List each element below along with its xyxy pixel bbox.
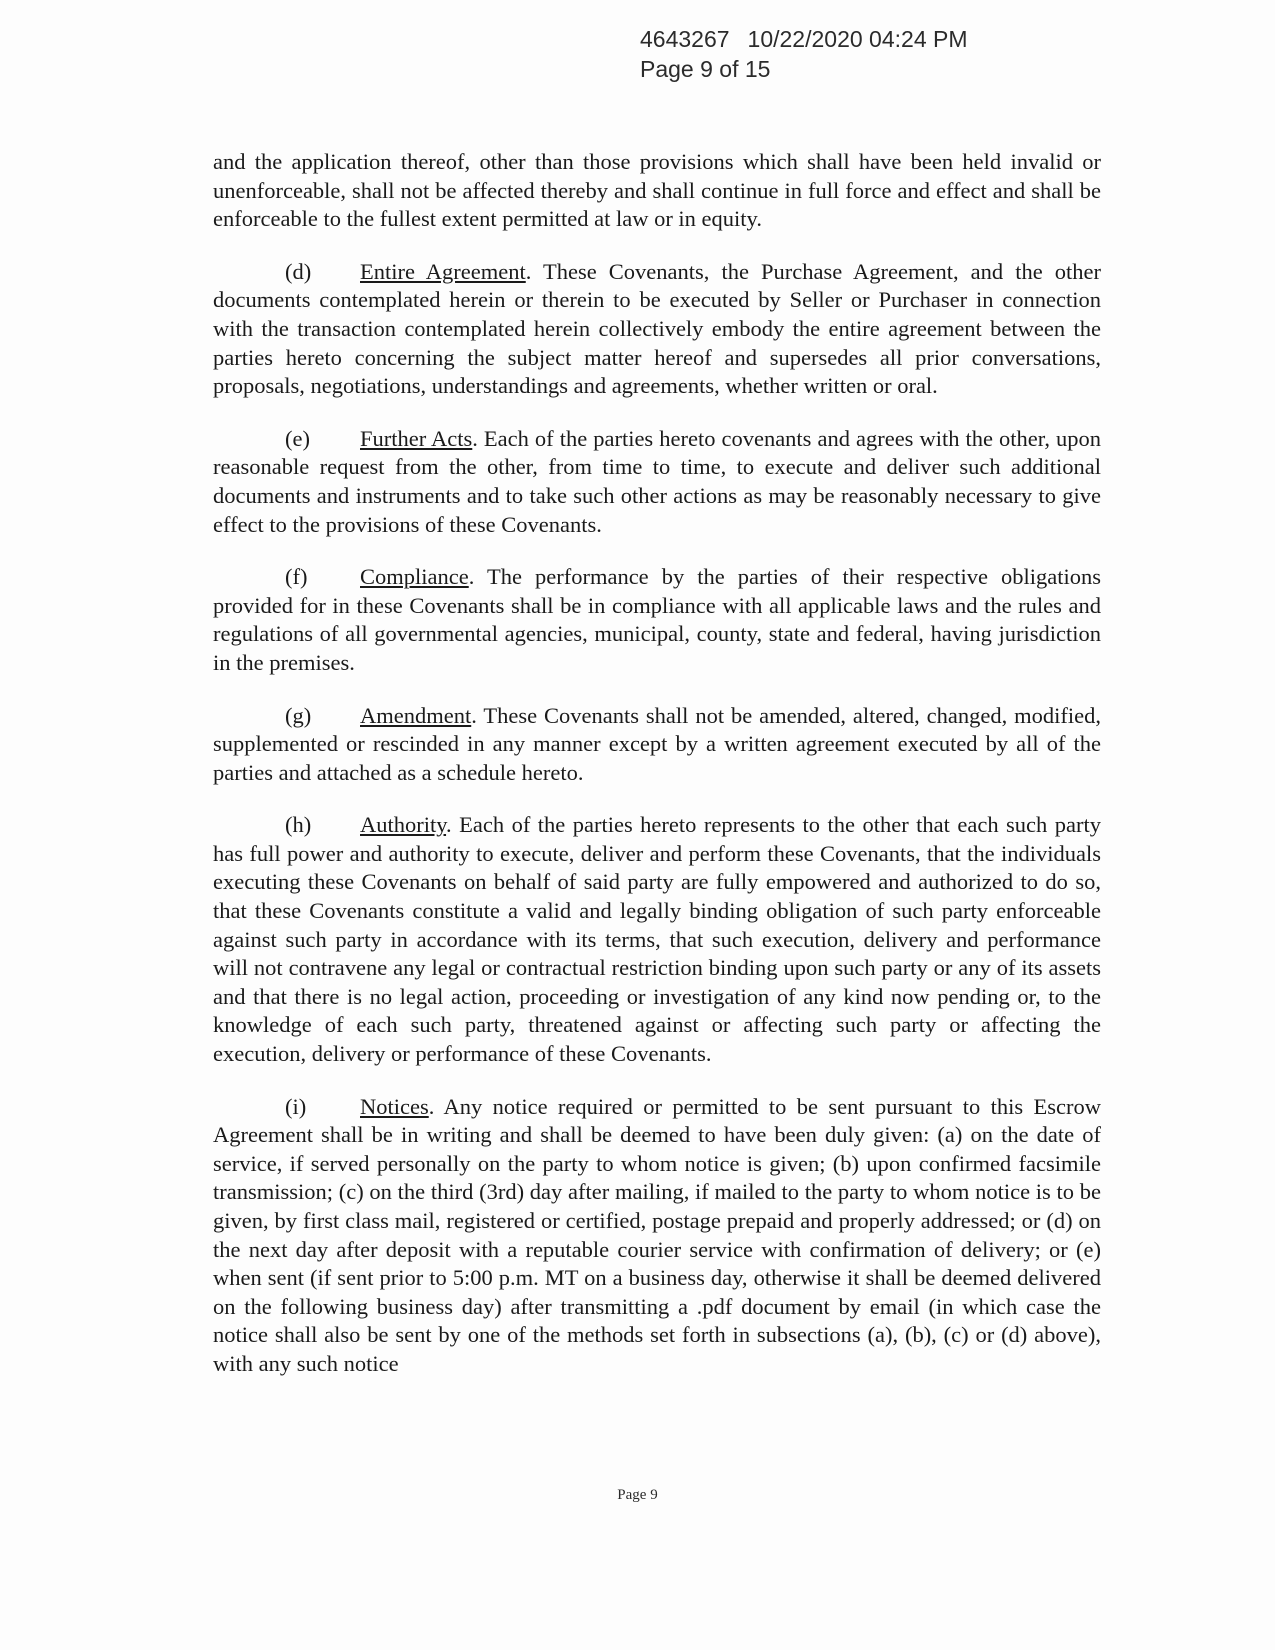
- section-text: . These Covenants shall not be amended, altered, changed, modified, supplemented or rescinded in any manner except by a written agreement executed by all of the parties and attached as a schedule hereto.: [213, 702, 1101, 785]
- section-title: Amendment: [360, 702, 472, 728]
- section-e: [213, 425, 1101, 539]
- section-title: Compliance: [360, 564, 469, 590]
- section-title: Authority: [360, 812, 447, 838]
- section-f: [213, 563, 1101, 677]
- section-label: (g): [285, 702, 312, 728]
- recording-datetime: 10/22/2020 04:24 PM: [747, 26, 968, 52]
- section-text: . Each of the parties hereto covenants and agrees with the other, upon reasonable request from the other, from time to time, to execute and deliver such additional documents and instruments and to take such other actions as may be reasonably necessary to give effect to the provisions of these Covenants.: [213, 425, 1101, 537]
- document-number: 4643267: [640, 26, 730, 52]
- recording-stamp: [640, 24, 968, 84]
- section-label: (h): [285, 812, 312, 838]
- section-title: Notices: [360, 1093, 429, 1119]
- section-label: (e): [285, 425, 310, 451]
- section-text: . Any notice required or permitted to be sent pursuant to this Escrow Agreement shall be in writing and shall be deemed to have been duly given: (a) on the date of service, if served personally on the party to whom notice is given; (b) upon confirmed facsimile transmission; (c) on the third (3rd) day after mailing, if mailed to the party to whom notice is to be given, by first class mail, registered or certified, postage prepaid and properly addressed; or (d) on the next day after deposit with a reputable courier service with confirmation of delivery; or (e) when sent (if sent prior to 5:00 p.m. MT on a business day, otherwise it shall be deemed delivered on the following business day) after transmitting a .pdf document by email (in which case the notice shall also be sent by one of the methods set forth in subsections (a), (b), (c) or (d) above), with any such notice: [213, 1093, 1101, 1376]
- stamp-line-1: [640, 24, 968, 54]
- section-i: [213, 1093, 1101, 1379]
- section-title: Entire Agreement: [360, 258, 526, 284]
- section-text: . These Covenants, the Purchase Agreement, and the other documents contemplated herein or therein to be executed by Seller or Purchaser in connection with the transaction contemplated herein collectively embody the entire agreement between the parties hereto concerning the subject matter hereof and supersedes all prior conversations, proposals, negotiations, understandings and agreements, whether written or oral.: [213, 258, 1101, 399]
- section-d: [213, 258, 1101, 401]
- continuation-paragraph: and the application thereof, other than those provisions which shall have been held invalid or unenforceable, shall not be affected thereby and shall continue in full force and effect and shall be enforceable to the fullest extent permitted at law or in equity.: [213, 149, 1101, 232]
- section-label: (f): [285, 564, 308, 590]
- section-text: . The performance by the parties of their respective obligations provided for in these Covenants shall be in compliance with all applicable laws and the rules and regulations of all governmental agencies, municipal, county, state and federal, having jurisdiction in the premises.: [213, 564, 1101, 675]
- page-footer: Page 9: [617, 1487, 658, 1503]
- section-title: Further Acts: [360, 425, 473, 451]
- section-text: . Each of the parties hereto represents to the other that each such party has full power and authority to execute, deliver and perform these Covenants, that the individuals executing these Covenants on behalf of said party are fully empowered and authorized to do so, that these Covenants constitute a valid and legally binding obligation of such party enforceable against such party in accordance with its terms, that such execution, delivery and performance will not contravene any legal or contractual restriction binding upon such party or any of its assets and that there is no legal action, proceeding or investigation of any kind now pending or, to the knowledge of each such party, threatened against or affecting such party or affecting the execution, delivery or performance of these Covenants.: [213, 812, 1101, 1067]
- document-body: [213, 148, 1101, 1403]
- section-label: (i): [285, 1093, 307, 1119]
- section-h: [213, 811, 1101, 1068]
- section-label: (d): [285, 258, 312, 284]
- section-g: [213, 702, 1101, 788]
- stamp-page-label: Page 9 of 15: [640, 56, 771, 82]
